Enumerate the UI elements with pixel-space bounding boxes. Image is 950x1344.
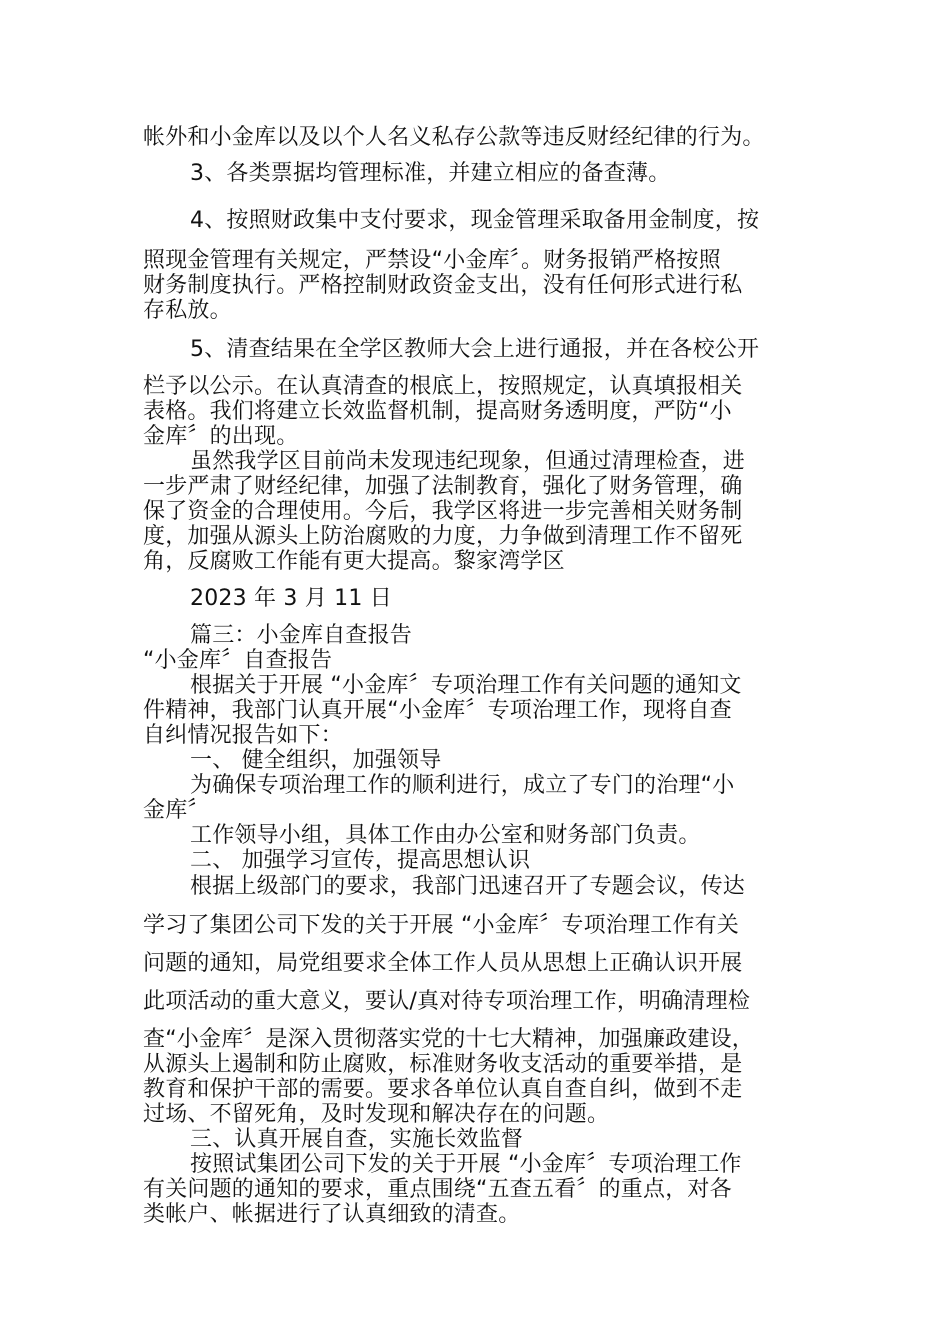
- text-line: 为确保专项治理工作的顺利进行，成立了专门的治理“小: [190, 773, 735, 798]
- text-line: 一步严肃了财经纪律，加强了法制教育，强化了财务管理，确: [143, 474, 743, 499]
- report-title: “小金库〞自查报告: [143, 648, 333, 673]
- text-line: 根据关于开展 “小金库〞专项治理工作有关问题的通知文: [190, 673, 742, 698]
- text-line: 查“小金库〞是深入贯彻落实党的十七大精神，加强廉政建设，: [143, 1027, 754, 1052]
- text-line: 角，反腐败工作能有更大提高。黎家湾学区: [143, 549, 565, 574]
- text-line: 教育和保护干部的需要。要求各单位认真自查自纠，做到不走: [143, 1077, 743, 1102]
- text-line: 5、清查结果在全学区教师大会上进行通报，并在各校公开: [190, 337, 760, 362]
- text-line: 度，加强从源头上防治腐败的力度，力争做到清理工作不留死: [143, 524, 743, 549]
- text-line: 保了资金的合理使用。今后，我学区将进一步完善相关财务制: [143, 499, 743, 524]
- date-line: 2023 年 3 月 11 日: [190, 586, 392, 611]
- text-line: 问题的通知，局党组要求全体工作人员从思想上正确认识开展: [143, 951, 743, 976]
- heading-line: 三、认真开展自查，实施长效监督: [190, 1127, 524, 1152]
- text-line: 金库〞: [143, 798, 210, 823]
- text-line: 虽然我学区目前尚未发现违纪现象，但通过清理检查，进: [190, 449, 746, 474]
- text-line: 表格。我们将建立长效监督机制，提高财务透明度，严防“小: [143, 399, 732, 424]
- text-line: 4、按照财政集中支付要求，现金管理采取备用金制度，按: [190, 208, 760, 233]
- text-line: 学习了集团公司下发的关于开展 “小金库〞专项治理工作有关: [143, 913, 739, 938]
- text-line: 件精神，我部门认真开展“小金库〞专项治理工作，现将自查: [143, 698, 732, 723]
- heading-line: 一、 健全组织，加强领导: [190, 748, 442, 773]
- text-line: 财务制度执行。严格控制财政资金支出，没有任何形式进行私: [143, 273, 743, 298]
- text-line: 3、各类票据均管理标准，并建立相应的备查薄。: [190, 161, 671, 186]
- text-line: 按照试集团公司下发的关于开展 “小金库〞专项治理工作: [190, 1152, 742, 1177]
- text-line: 存私放。: [143, 298, 232, 323]
- text-line: 照现金管理有关规定，严禁设“小金库〞。财务报销严格按照: [143, 248, 721, 273]
- text-line: 类帐户、帐据进行了认真细致的清查。: [143, 1202, 521, 1227]
- text-line: 自纠情况报告如下：: [143, 723, 343, 748]
- text-line: 根据上级部门的要求，我部门迅速召开了专题会议，传达: [190, 874, 746, 899]
- text-line: 从源头上遏制和防止腐败，标准财务收支活动的重要举措，是: [143, 1052, 743, 1077]
- text-line: 金库〞的出现。: [143, 424, 299, 449]
- text-line: 过场、不留死角，及时发现和解决存在的问题。: [143, 1102, 610, 1127]
- heading-line: 二、 加强学习宣传，提高思想认识: [190, 848, 531, 873]
- section-title: 篇三：小金库自查报告: [190, 623, 413, 648]
- text-line: 工作领导小组，具体工作由办公室和财务部门负责。: [190, 823, 701, 848]
- text-line: 此项活动的重大意义，要认/真对待专项治理工作，明确清理检: [143, 989, 751, 1014]
- text-line: 栏予以公示。在认真清查的根底上，按照规定，认真填报相关: [143, 374, 743, 399]
- text-line: 帐外和小金库以及以个人名义私存公款等违反财经纪律的行为。: [143, 125, 765, 150]
- text-line: 有关问题的通知的要求，重点围绕“五查五看〞的重点，对各: [143, 1177, 732, 1202]
